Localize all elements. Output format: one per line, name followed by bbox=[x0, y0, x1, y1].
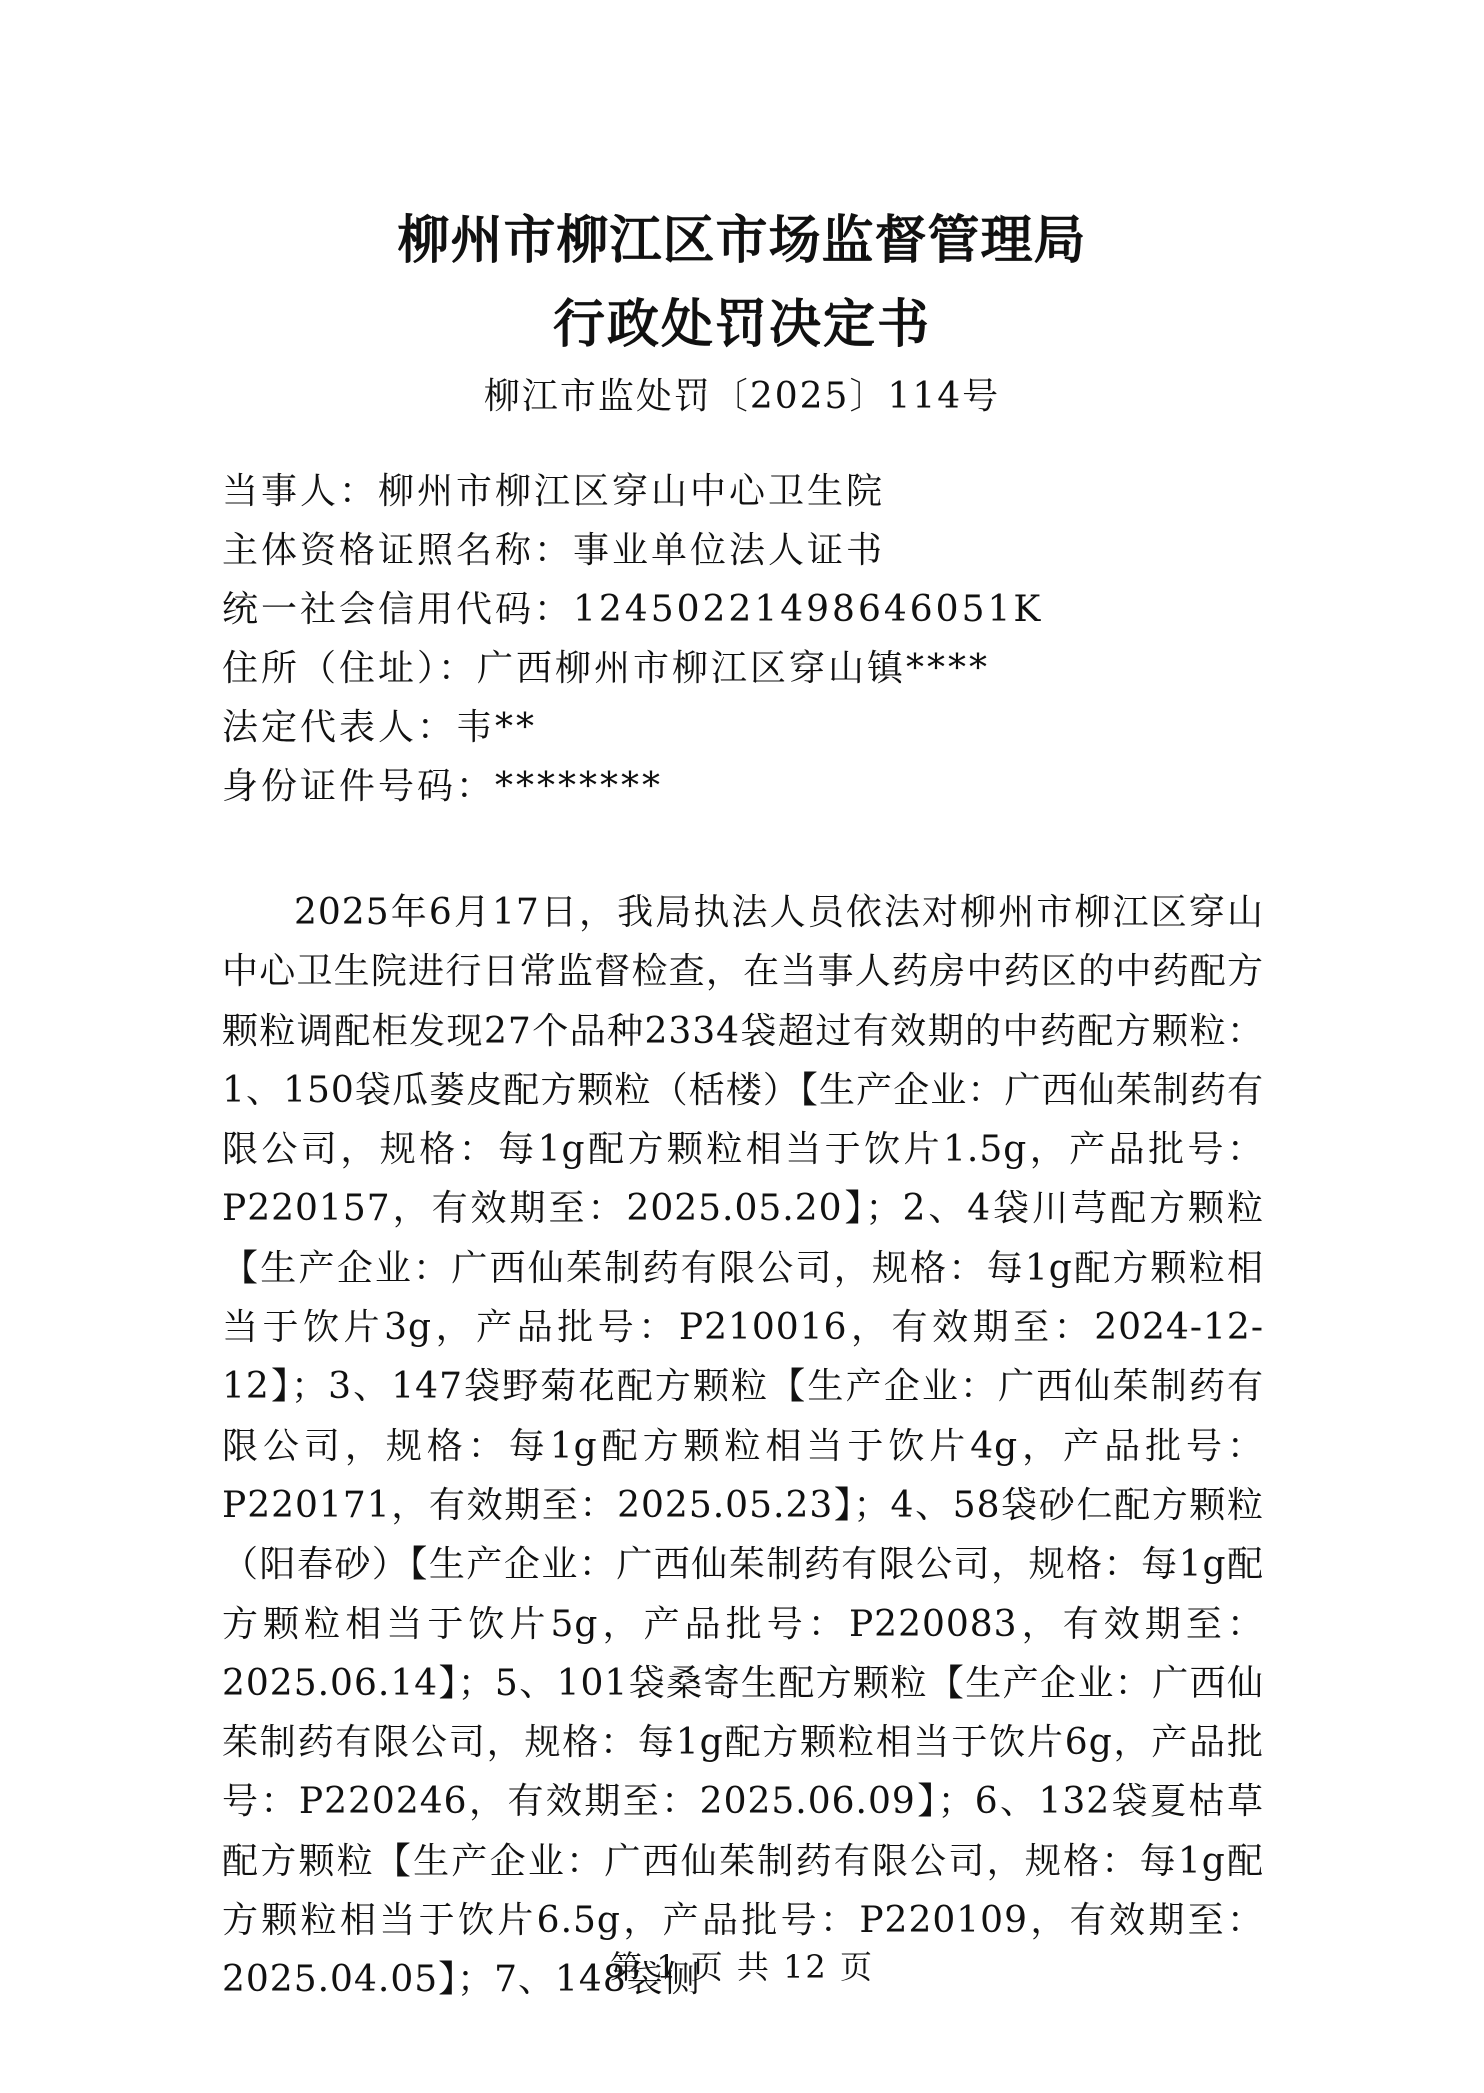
body-paragraph: 2025年6月17日，我局执法人员依法对柳州市柳江区穿山中心卫生院进行日常监督检查，在当事人药房中药区的中药配方颗粒调配柜发现27个品种2334袋超过有效期的中药配方颗粒：1、150袋瓜蒌皮配方颗粒（栝楼）【生产企业：广西仙茱制药有限公司，规格：每1g配方颗粒相当于饮片1.5g，产品批号：P220157，有效期至：2025.05.20】；2、4袋川芎配方颗粒【生产企业：广西仙茱制药有限公司，规格：每1g配方颗粒相当于饮片3g，产品批号：P210016，有效期至：2024-12-12】；3、147袋野菊花配方颗粒【生产企业：广西仙茱制药有限公司，规格：每1g配方颗粒相当于饮片4g，产品批号：P220171，有效期至：2025.05.23】；4、58袋砂仁配方颗粒（阳春砂）【生产企业：广西仙茱制药有限公司，规格：每1g配方颗粒相当于饮片5g，产品批号：P220083，有效期至：2025.06.14】；5、101袋桑寄生配方颗粒【生产企业：广西仙茱制药有限公司，规格：每1g配方颗粒相当于饮片6g，产品批号：P220246，有效期至：2025.06.09】；6、132袋夏枯草配方颗粒【生产企业：广西仙茱制药有限公司，规格：每1g配方颗粒相当于饮片6.5g，产品批号：P220109，有效期至：2025.04.05】；7、148袋侧 bbox=[222, 892, 1264, 2001]
document-title-agency: 柳州市柳江区市场监督管理局 bbox=[397, 211, 1087, 271]
page-indicator: 第 1 页 共 12 页 bbox=[610, 1948, 874, 1986]
party-name-row: 当事人：柳州市柳江区穿山中心卫生院 bbox=[222, 471, 886, 512]
legal-representative-row: 法定代表人：韦** bbox=[222, 707, 538, 748]
address-row: 住所（住址）：广西柳州市柳江区穿山镇**** bbox=[222, 648, 991, 689]
credit-code-row: 统一社会信用代码：12450221498646051K bbox=[222, 589, 1044, 630]
document-title-type: 行政处罚决定书 bbox=[552, 295, 931, 355]
id-number-row: 身份证件号码：******** bbox=[222, 766, 664, 807]
party-info-block bbox=[222, 462, 1043, 816]
document-number: 柳江市监处罚〔2025〕114号 bbox=[483, 376, 1001, 417]
body-text bbox=[222, 883, 1264, 2010]
license-name-row: 主体资格证照名称：事业单位法人证书 bbox=[222, 530, 886, 571]
